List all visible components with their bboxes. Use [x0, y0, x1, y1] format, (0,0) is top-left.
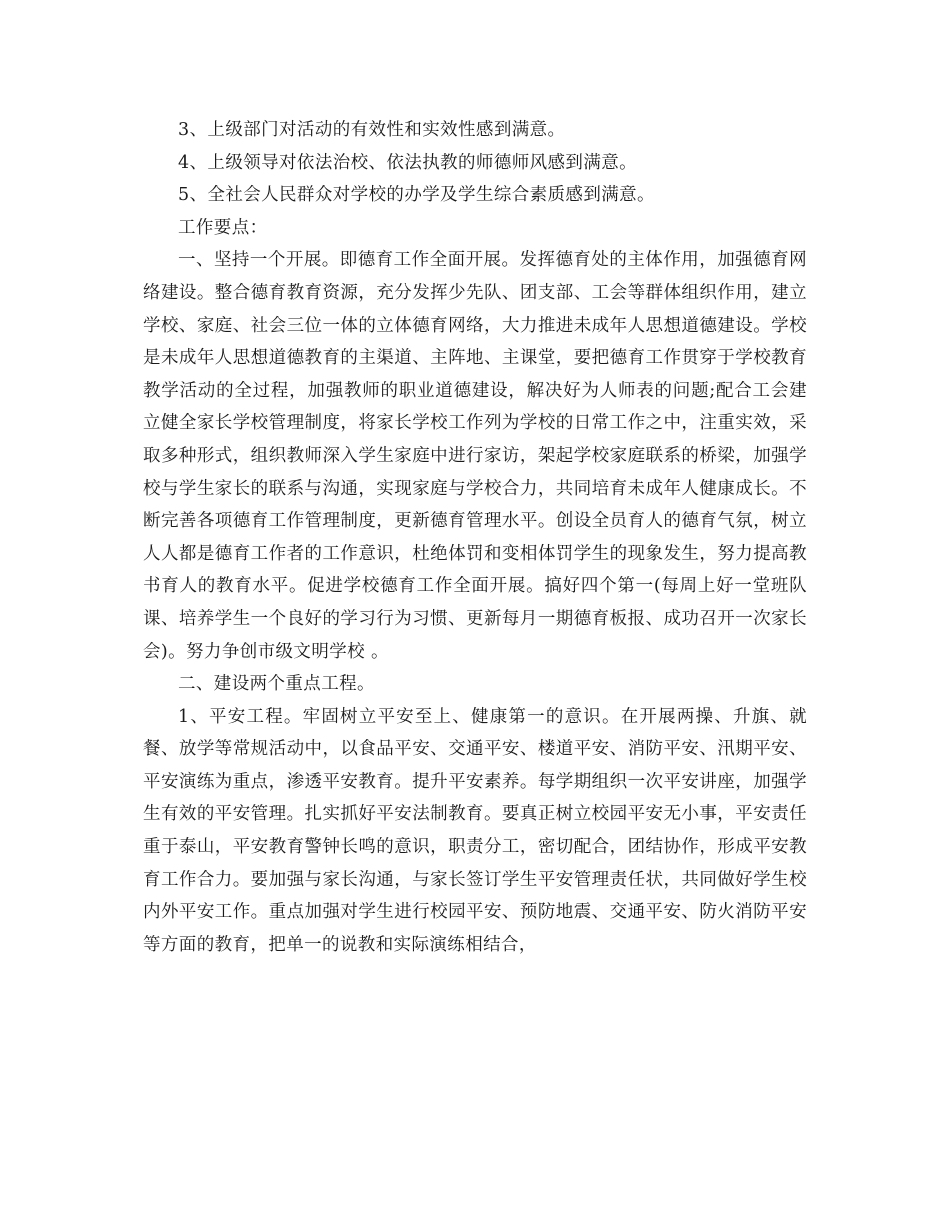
paragraph-satisfaction-3: 3、上级部门对活动的有效性和实效性感到满意。	[178, 120, 566, 140]
paragraph-work-points-heading: 工作要点：	[178, 217, 268, 238]
paragraph-satisfaction-4: 4、上级领导对依法治校、依法执教的师德师风感到满意。	[178, 152, 638, 173]
paragraph-satisfaction-5: 5、全社会人民群众对学校的办学及学生综合素质感到满意。	[178, 185, 655, 206]
document-body	[143, 114, 807, 961]
paragraph-moral-education: 一、坚持一个开展。即德育工作全面开展。发挥德育处的主体作用，加强德育网络建设。整合德育教育资源，充分发挥少先队、团支部、工会等群体组织作用，建立学校、家庭、社会三位一体的立体德育网络，大力推进未成年人思想道德建设。学校是未成年人思想道德教育的主渠道、主阵地、主课堂，要把德育工作贯穿于学校教育教学活动的全过程，加强教师的职业道德建设，解决好为人师表的问题;配合工会建立健全家长学校管理制度，将家长学校工作列为学校的日常工作之中，注重实效，采取多种形式，组织教师深入学生家庭中进行家访，架起学校家庭联系的桥梁，加强学校与学生家长的联系与沟通，实现家庭与学校合力，共同培育未成年人健康成长。不断完善各项德育工作管理制度，更新德育管理水平。创设全员育人的德育气氛，树立人人都是德育工作者的工作意识，杜绝体罚和变相体罚学生的现象发生，努力提高教书育人的教育水平。促进学校德育工作全面开展。搞好四个第一(每周上好一堂班队课、培养学生一个良好的学习行为习惯、更新每月一期德育板报、成功召开一次家长会)。努力争创市级文明学校 。	[143, 250, 807, 662]
paragraph-two-key-projects: 二、建设两个重点工程。	[178, 674, 375, 695]
paragraph-safety-project: 1、平安工程。牢固树立平安至上、健康第一的意识。在开展两操、升旗、就餐、放学等常规活动中，以食品平安、交通平安、楼道平安、消防平安、汛期平安、平安演练为重点，渗透平安教育。提升平安素养。每学期组织一次平安讲座，加强学生有效的平安管理。扎实抓好平安法制教育。要真正树立校园平安无小事，平安责任重于泰山，平安教育警钟长鸣的意识，职责分工，密切配合，团结协作，形成平安教育工作合力。要加强与家长沟通，与家长签订学生平安管理责任状，共同做好学生校内外平安工作。重点加强对学生进行校园平安、预防地震、交通平安、防火消防平安等方面的教育，把单一的说教和实际演练相结合，	[143, 706, 807, 955]
